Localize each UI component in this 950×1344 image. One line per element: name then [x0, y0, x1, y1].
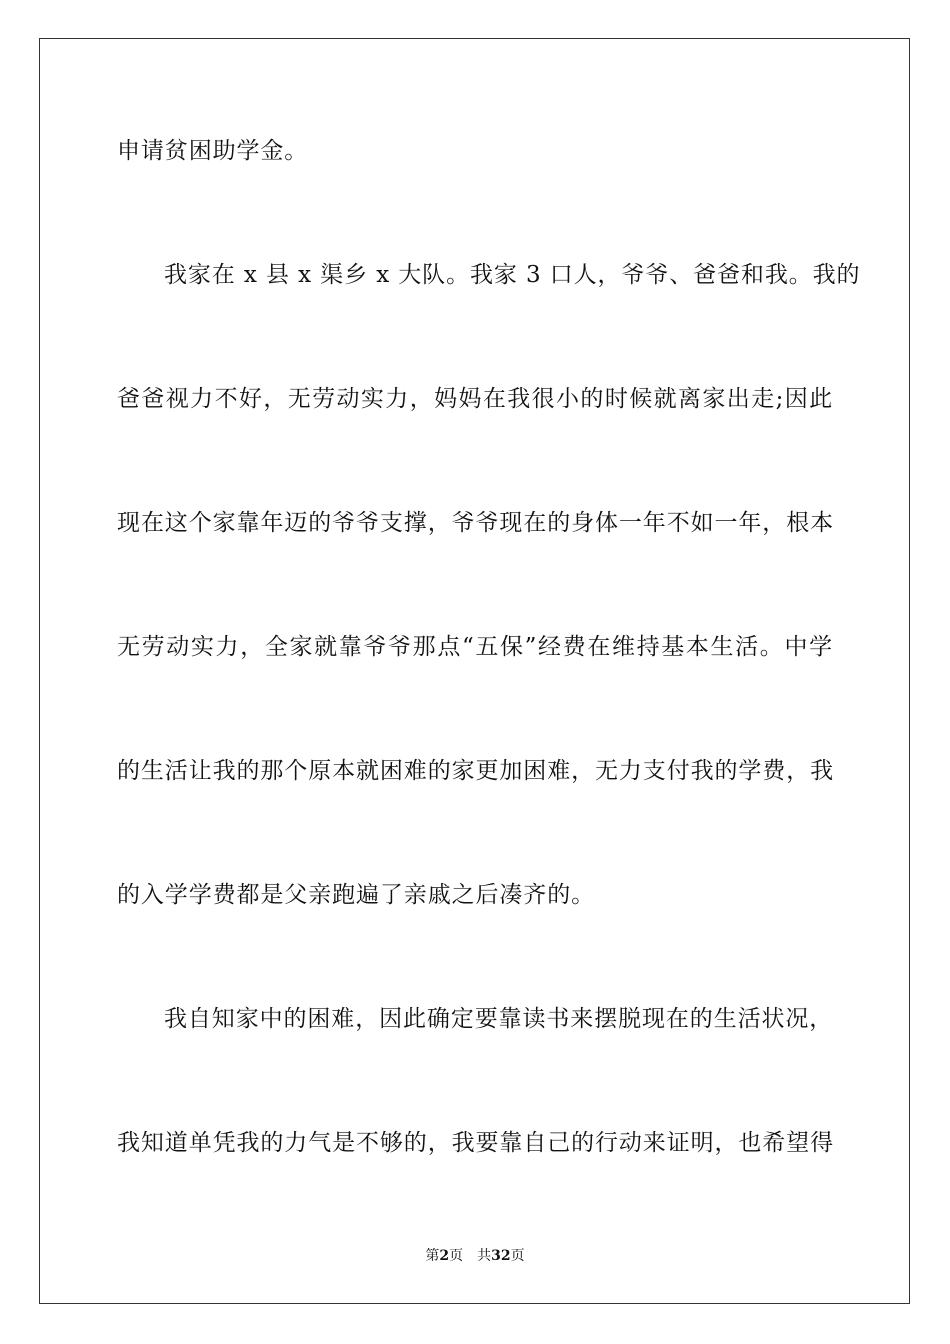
text-line: 的生活让我的那个原本就困难的家更加困难，无力支付我的学费，我 — [117, 758, 834, 784]
text-line: 我家在 x 县 x 渠乡 x 大队。我家 3 口人，爷爷、爸爸和我。我的 — [164, 262, 861, 288]
page-footer — [0, 1246, 950, 1266]
total-suffix: 页 — [510, 1248, 525, 1264]
total-pages: 32 — [491, 1248, 511, 1264]
page-suffix: 页 — [449, 1248, 464, 1264]
text-line: 的入学学费都是父亲跑遍了亲戚之后凑齐的。 — [117, 882, 595, 908]
text-line: 爸爸视力不好，无劳动实力，妈妈在我很小的时候就离家出走;因此 — [117, 386, 833, 412]
page-number: 2 — [439, 1248, 450, 1264]
text-line: 无劳动实力，全家就靠爷爷那点“五保”经费在维持基本生活。中学 — [117, 634, 833, 660]
page-border — [39, 38, 910, 1304]
text-line: 现在这个家靠年迈的爷爷支撑，爷爷现在的身体一年不如一年，根本 — [117, 510, 834, 536]
page-prefix: 第 — [425, 1248, 440, 1264]
text-line: 我自知家中的困难，因此确定要靠读书来摆脱现在的生活状况， — [164, 1006, 834, 1032]
total-prefix: 共 — [477, 1248, 492, 1264]
text-line: 我知道单凭我的力气是不够的，我要靠自己的行动来证明，也希望得 — [117, 1130, 834, 1156]
text-line: 申请贫困助学金。 — [117, 138, 309, 164]
